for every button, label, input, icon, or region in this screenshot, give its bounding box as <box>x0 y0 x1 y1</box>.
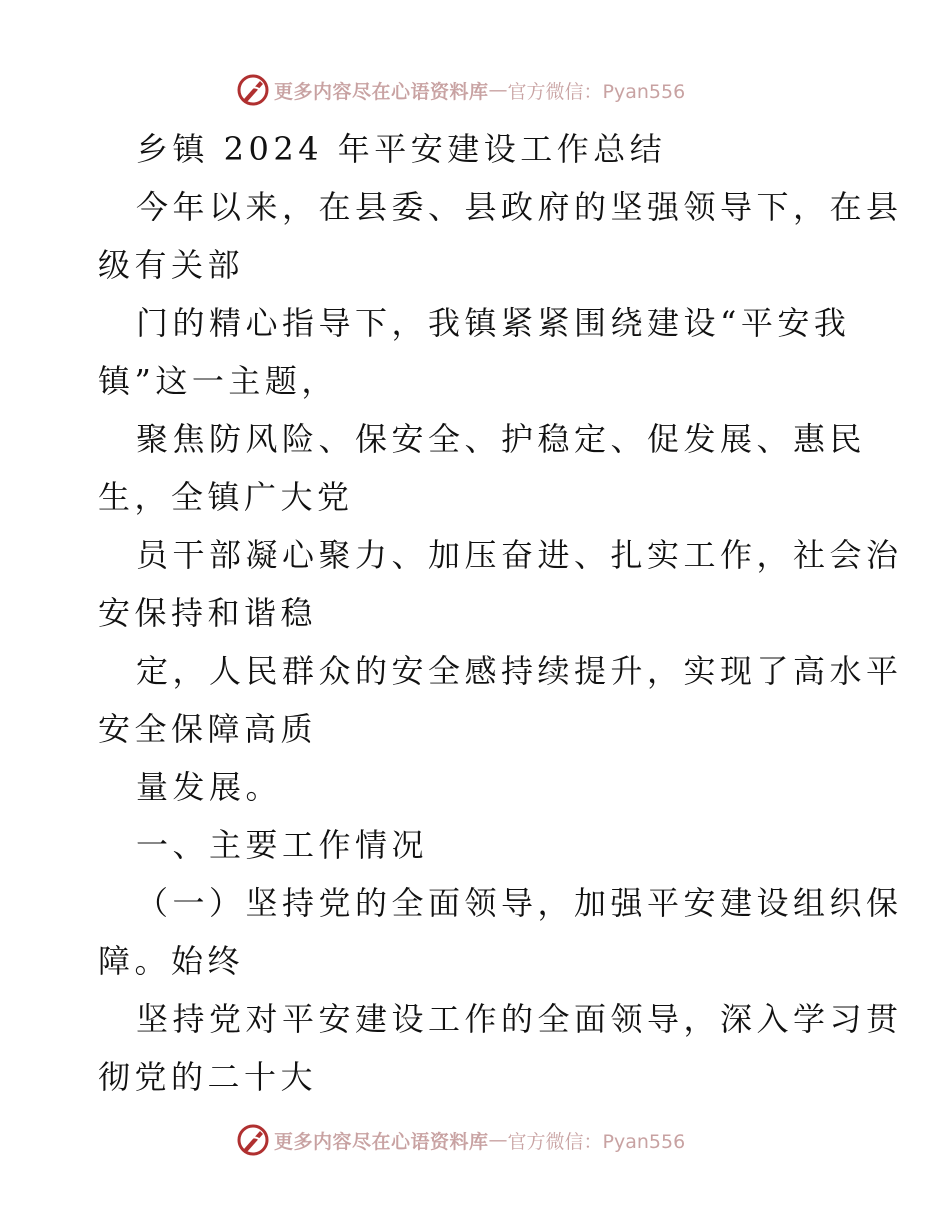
document-title: 乡镇 2024 年平安建设工作总结 <box>136 130 667 168</box>
footer-watermark <box>236 1122 685 1158</box>
text-line: 障。始终 <box>98 942 245 980</box>
text-line: 坚持党对平安建设工作的全面领导，深入学习贯 <box>136 1000 903 1038</box>
text-line: 门的精心指导下，我镇紧紧围绕建设“平安我 <box>136 304 851 342</box>
subsection-heading: （一）坚持党的全面领导，加强平安建设组织保 <box>136 884 903 922</box>
watermark-wechat: 官方微信：Pyan556 <box>507 1130 686 1153</box>
text-line: 聚焦防风险、保安全、护稳定、促发展、惠民 <box>136 420 867 458</box>
watermark-slogan: 更多内容尽在心语资料库 <box>274 80 489 103</box>
document-body <box>98 120 903 1106</box>
pen-logo-icon <box>236 73 270 107</box>
watermark-wechat: 官方微信：Pyan556 <box>507 80 686 103</box>
watermark-slogan: 更多内容尽在心语资料库 <box>274 1130 489 1153</box>
text-line: 镇”这一主题， <box>98 362 338 400</box>
pen-logo-icon <box>236 1123 270 1157</box>
watermark-separator: — <box>488 79 508 101</box>
header-watermark <box>236 72 685 108</box>
text-line: 级有关部 <box>98 246 245 284</box>
text-line: 今年以来，在县委、县政府的坚强领导下，在县 <box>136 188 903 226</box>
text-line: 彻党的二十大 <box>98 1058 318 1096</box>
text-line: 员干部凝心聚力、加压奋进、扎实工作，社会治 <box>136 536 903 574</box>
text-line: 定，人民群众的安全感持续提升，实现了高水平 <box>136 652 903 690</box>
text-line: 安全保障高质 <box>98 710 318 748</box>
section-heading: 一、主要工作情况 <box>136 826 429 864</box>
text-line: 生，全镇广大党 <box>98 478 354 516</box>
text-line: 量发展。 <box>136 768 283 806</box>
watermark-separator: — <box>488 1129 508 1151</box>
text-line: 安保持和谐稳 <box>98 594 318 632</box>
